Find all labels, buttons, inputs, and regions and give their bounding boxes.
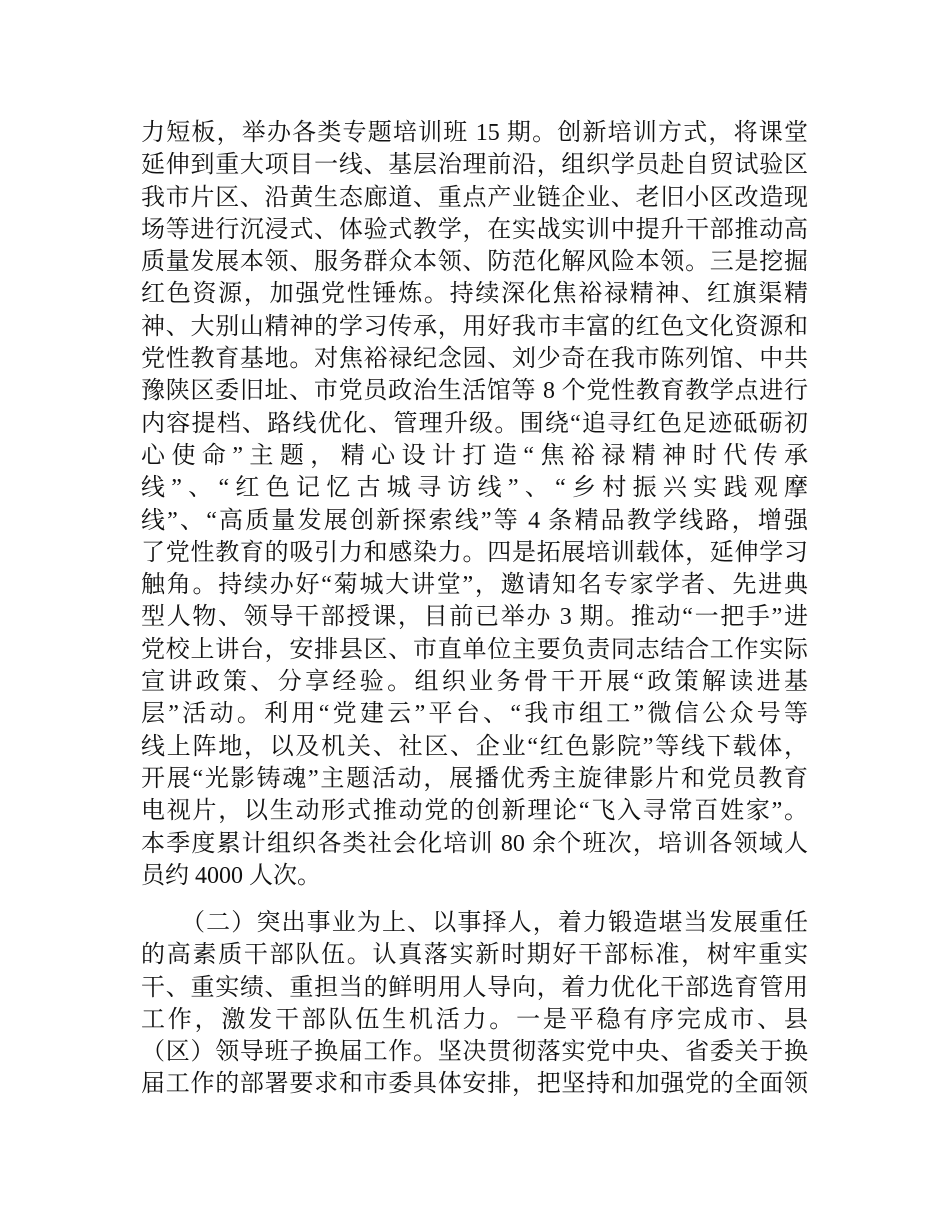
text-line: 党校上讲台，安排县区、市直单位主要负责同志结合工作实际 [141, 636, 808, 663]
text-line: 本季度累计组织各类社会化培训 80 余个班次，培训各领域人 [141, 830, 808, 857]
text-line: 层”活动。利用“党建云”平台、“我市组工”微信公众号等 [141, 701, 808, 728]
text-line: 线上阵地，以及机关、社区、企业“红色影院”等线下载体， [141, 733, 808, 760]
text-line: 内容提档、路线优化、管理升级。围绕“追寻红色足迹砥砺初 [141, 410, 808, 437]
text-line: 工作，激发干部队伍生机活力。一是平稳有序完成市、县 [141, 1006, 808, 1033]
text-line: 的高素质干部队伍。认真落实新时期好干部标准，树牢重实 [141, 942, 808, 969]
text-line: 力短板，举办各类专题培训班 15 期。创新培训方式，将课堂 [141, 120, 808, 146]
text-line: 型人物、领导干部授课，目前已举办 3 期。推动“一把手”进 [141, 604, 808, 631]
text-line: 了党性教育的吸引力和感染力。四是拓展培训载体，延伸学习 [141, 539, 808, 566]
text-line: 我市片区、沿黄生态廊道、重点产业链企业、老旧小区改造现 [141, 184, 808, 211]
text-line: 场等进行沉浸式、体验式教学，在实战实训中提升干部推动高 [141, 216, 808, 243]
text-line: 触角。持续办好“菊城大讲堂”，邀请知名专家学者、先进典 [141, 572, 808, 599]
text-line: 开展“光影铸魂”主题活动，展播优秀主旋律影片和党员教育 [141, 765, 808, 792]
text-line: 延伸到重大项目一线、基层治理前沿，组织学员赴自贸试验区 [141, 152, 808, 179]
text-line: 红色资源，加强党性锤炼。持续深化焦裕禄精神、红旗渠精 [141, 281, 808, 308]
text-line: 线”、“高质量发展创新探索线”等 4 条精品教学线路，增强 [141, 507, 808, 534]
text-line: 届工作的部署要求和市委具体安排，把坚持和加强党的全面领 [141, 1071, 808, 1098]
text-line: 线”、“红色记忆古城寻访线”、“乡村振兴实践观摩 [141, 475, 808, 502]
text-line: 神、大别山精神的学习传承，用好我市丰富的红色文化资源和 [141, 313, 808, 340]
paragraph-cadre-team [141, 907, 808, 1101]
text-line: 干、重实绩、重担当的鲜明用人导向，着力优化干部选育管用 [141, 974, 808, 1001]
text-line: 电视片，以生动形式推动党的创新理论“飞入寻常百姓家”。 [141, 798, 808, 825]
text-line: 党性教育基地。对焦裕禄纪念园、刘少奇在我市陈列馆、中共 [141, 346, 808, 373]
text-line: （区）领导班子换届工作。坚决贯彻落实党中央、省委关于换 [141, 1039, 808, 1066]
section-heading-line: （二）突出事业为上、以事择人，着力锻造堪当发展重任 [181, 910, 808, 936]
text-line: 质量发展本领、服务群众本领、防范化解风险本领。三是挖掘 [141, 249, 808, 276]
paragraph-training [141, 117, 808, 892]
text-line: 豫陕区委旧址、市党员政治生活馆等 8 个党性教育教学点进行 [141, 378, 808, 405]
text-line: 心使命”主题，精心设计打造“焦裕禄精神时代传承 [141, 442, 808, 469]
text-line-last: 员约 4000 人次。 [141, 862, 321, 889]
text-line: 宣讲政策、分享经验。组织业务骨干开展“政策解读进基 [141, 669, 808, 696]
